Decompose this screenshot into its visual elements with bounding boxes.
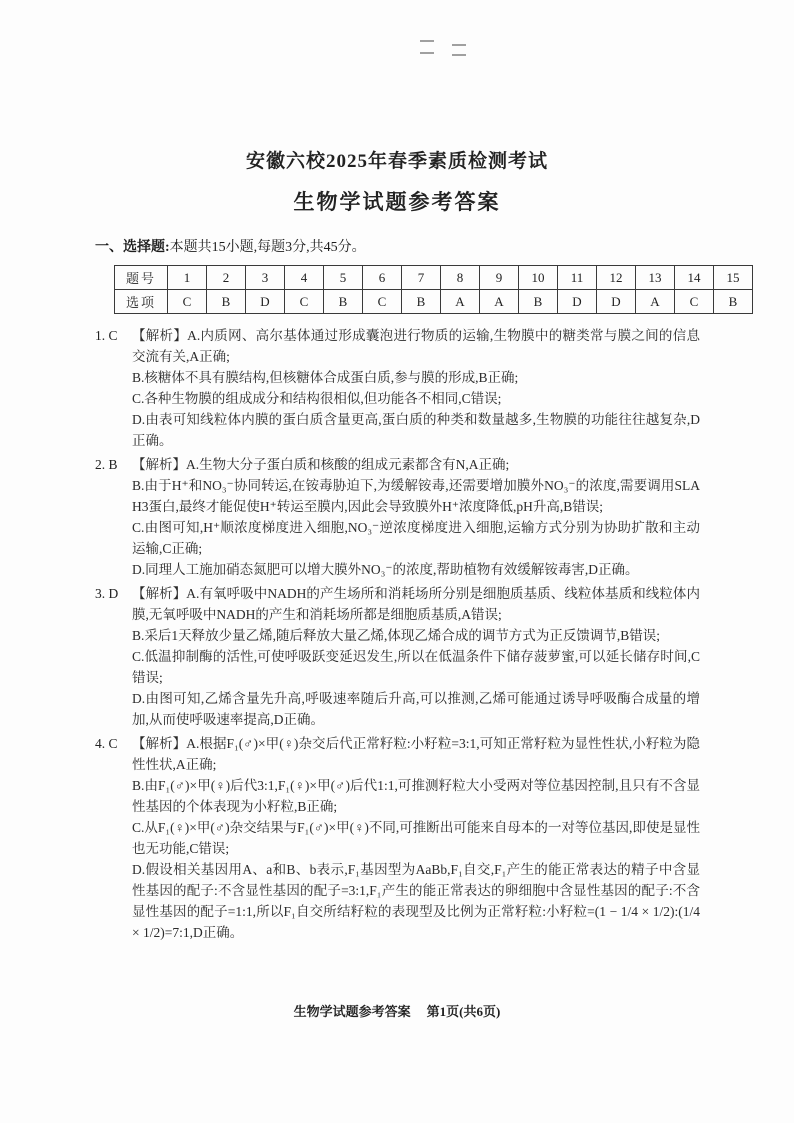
explanation-block	[95, 733, 700, 943]
answer-option-cell: B	[714, 290, 753, 314]
question-answer-label: 2. B	[95, 457, 118, 472]
analysis-paragraph: 【解析】A.有氧呼吸中NADH的产生场所和消耗场所分别是细胞质基质、线粒体基质和线粒体内膜,无氧呼吸中NADH的产生和消耗场所都是细胞质基质,A错误;	[132, 586, 700, 622]
analysis-paragraph: C.低温抑制酶的活性,可使呼吸跃变延迟发生,所以在低温条件下储存菠萝蜜,可以延长储存时间,C错误;	[132, 649, 700, 685]
analysis-paragraph: B.采后1天释放少量乙烯,随后释放大量乙烯,体现乙烯合成的调节方式为正反馈调节,B错误;	[132, 628, 661, 643]
explanation-block	[95, 583, 700, 730]
section-label: 一、选择题:	[95, 240, 170, 255]
question-number-cell: 5	[324, 266, 363, 290]
answer-option-cell: D	[597, 290, 636, 314]
question-number-cell: 7	[402, 266, 441, 290]
answer-table-number-row	[115, 266, 753, 290]
exam-title: 安徽六校2025年春季素质检测考试	[245, 151, 548, 172]
analysis-paragraph: 【解析】A.生物大分子蛋白质和核酸的组成元素都含有N,A正确;	[132, 457, 510, 472]
question-number-cell: 9	[480, 266, 519, 290]
row-header-option: 选项	[115, 290, 168, 314]
question-answer-label: 4. C	[95, 736, 118, 751]
question-number-cell: 1	[168, 266, 207, 290]
answer-option-cell: A	[636, 290, 675, 314]
analysis-paragraph: C.各种生物膜的组成成分和结构很相似,但功能各不相同,C错误;	[132, 391, 502, 406]
analysis-paragraph: 【解析】A.根据F₁(♂)×甲(♀)杂交后代正常籽粒:小籽粒=3:1,可知正常籽粒为显性性状,小籽粒为隐性性状,A正确;	[132, 736, 700, 772]
section-description: 本题共15小题,每题3分,共45分。	[169, 240, 366, 255]
analysis-paragraph: D.假设相关基因用A、a和B、b表示,F₁基因型为AaBb,F₁自交,F₁产生的能正常表达的精子中含显性基因的配子:不含显性基因的配子=3:1,F₁产生的能正常表达的卵细胞中含显性基因的配子:不含显性基因的配子=1:1,所以F₁自交所结籽粒的表现型及比例为正常籽粒:小籽粒=(1 − 1/4 × 1/2):(1/4 × 1/2)=7:1,D正确。	[132, 862, 700, 940]
question-number-cell: 14	[675, 266, 714, 290]
answer-option-cell: B	[324, 290, 363, 314]
analysis-paragraph: B.由于H⁺和NO₃⁻协同转运,在铵毒胁迫下,为缓解铵毒,还需要增加膜外NO₃⁻的浓度,需要调用SLAH3蛋白,最终才能促使H⁺转运至膜内,因此会导致膜外H⁺浓度降低,pH升高,B错误;	[132, 478, 700, 514]
answer-option-cell: B	[207, 290, 246, 314]
footer-page-number: 第1页(共6页)	[426, 1004, 501, 1019]
analysis-paragraph: D.由表可知线粒体内膜的蛋白质含量更高,蛋白质的种类和数量越多,生物膜的功能往往越复杂,D正确。	[132, 412, 700, 448]
section-heading	[95, 236, 700, 256]
question-number-cell: 13	[636, 266, 675, 290]
explanation-block	[95, 325, 700, 451]
scan-artifact-mark	[452, 44, 466, 56]
question-number-cell: 3	[246, 266, 285, 290]
explanation-body	[132, 733, 700, 943]
question-number-cell: 6	[363, 266, 402, 290]
answer-option-cell: C	[363, 290, 402, 314]
analysis-paragraph: D.由图可知,乙烯含量先升高,呼吸速率随后升高,可以推测,乙烯可能通过诱导呼吸酶合成量的增加,从而使呼吸速率提高,D正确。	[132, 691, 700, 727]
row-header-question-number: 题号	[115, 266, 168, 290]
answer-option-cell: A	[480, 290, 519, 314]
answer-option-cell: C	[168, 290, 207, 314]
explanation-block	[95, 454, 700, 580]
question-answer-label: 3. D	[95, 586, 119, 601]
answer-option-cell: D	[246, 290, 285, 314]
analysis-paragraph: B.由F₁(♂)×甲(♀)后代3:1,F₁(♀)×甲(♂)后代1:1,可推测籽粒大小受两对等位基因控制,且只有不含显性基因的个体表现为小籽粒,B正确;	[132, 778, 700, 814]
answer-table	[114, 265, 753, 314]
answer-option-cell: C	[285, 290, 324, 314]
answer-table-option-row	[115, 290, 753, 314]
answer-option-cell: A	[441, 290, 480, 314]
question-number-cell: 15	[714, 266, 753, 290]
analysis-paragraph: C.从F₁(♀)×甲(♂)杂交结果与F₁(♂)×甲(♀)不同,可推断出可能来自母本的一对等位基因,即使是显性也无功能,C错误;	[132, 820, 700, 856]
page-footer	[0, 1001, 794, 1020]
question-number-cell: 11	[558, 266, 597, 290]
analysis-paragraph: B.核糖体不具有膜结构,但核糖体合成蛋白质,参与膜的形成,B正确;	[132, 370, 519, 385]
explanation-body	[132, 454, 700, 580]
scan-artifact-mark	[420, 40, 434, 54]
question-number-cell: 8	[441, 266, 480, 290]
analysis-paragraph: C.由图可知,H⁺顺浓度梯度进入细胞,NO₃⁻逆浓度梯度进入细胞,运输方式分别为协助扩散和主动运输,C正确;	[132, 520, 700, 556]
question-number-cell: 4	[285, 266, 324, 290]
answer-sheet-title: 生物学试题参考答案	[293, 190, 501, 214]
analysis-paragraph: 【解析】A.内质网、高尔基体通过形成囊泡进行物质的运输,生物膜中的糖类常与膜之间的信息交流有关,A正确;	[132, 328, 700, 364]
answer-option-cell: B	[519, 290, 558, 314]
explanation-body	[132, 325, 700, 451]
explanations	[95, 325, 700, 943]
question-number-cell: 10	[519, 266, 558, 290]
answer-option-cell: B	[402, 290, 441, 314]
explanation-body	[132, 583, 700, 730]
question-answer-label: 1. C	[95, 328, 118, 343]
analysis-paragraph: D.同理人工施加硝态氮肥可以增大膜外NO₃⁻的浓度,帮助植物有效缓解铵毒害,D正确。	[132, 562, 639, 577]
question-number-cell: 12	[597, 266, 636, 290]
answer-option-cell: C	[675, 290, 714, 314]
footer-doc-title: 生物学试题参考答案	[293, 1004, 411, 1019]
answer-option-cell: D	[558, 290, 597, 314]
question-number-cell: 2	[207, 266, 246, 290]
